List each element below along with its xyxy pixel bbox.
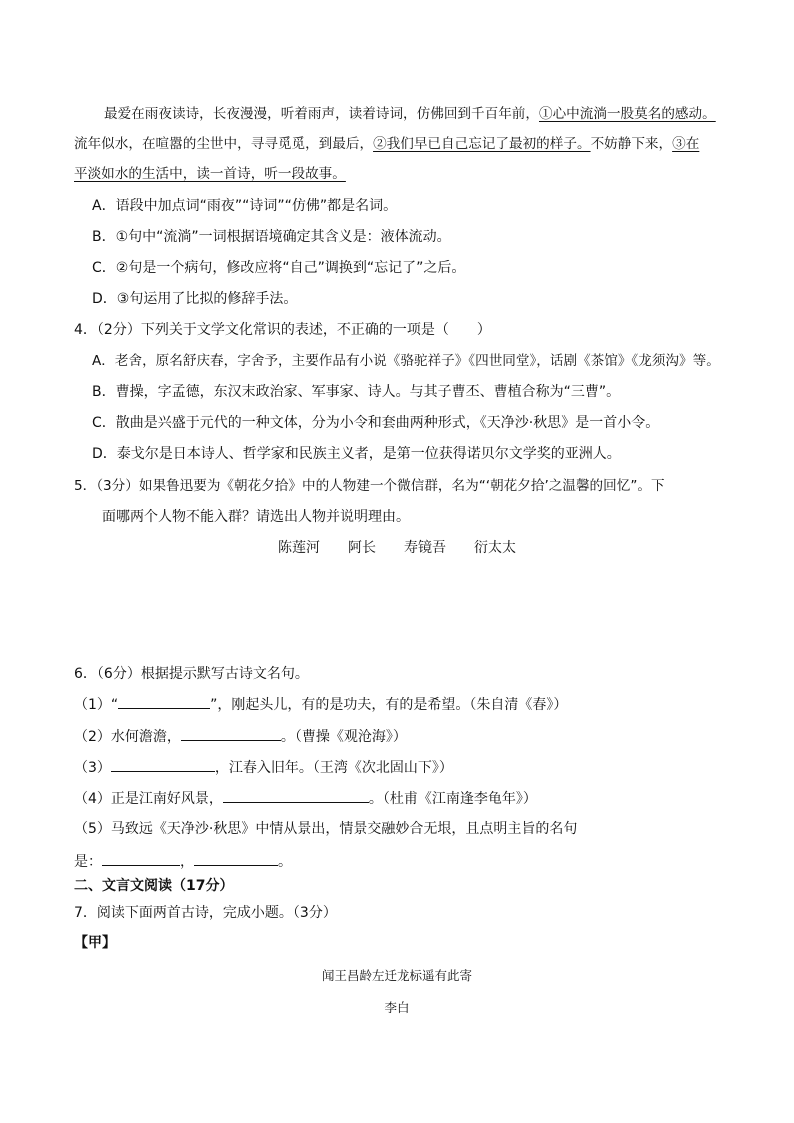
answer-blank[interactable] — [223, 788, 369, 803]
q7-stem: 7．阅读下面两首古诗，完成小题。（3分） — [74, 905, 337, 921]
q4-option-b: B．曹操，字孟德，东汉末政治家、军事家、诗人。与其子曹丕、曹植合称为“三曹”。 — [92, 384, 621, 400]
q6-item-5-line-1: （5）马致远《天净沙·秋思》中情从景出，情景交融妙合无垠，且点明主旨的名句 — [74, 821, 578, 837]
q5-stem-line-2: 面哪两个人物不能入群？请选出人物并说明理由。 — [102, 509, 410, 525]
passage-text: 最爱在雨夜读诗，长夜漫漫，听着雨声，读着诗词，仿佛回到千百年前， — [104, 106, 539, 122]
q5-name: 衍太太 — [474, 540, 516, 556]
q6-item-3 — [74, 757, 453, 778]
q6-item-text: （1）“ — [74, 697, 119, 713]
q6-item-4 — [74, 788, 537, 809]
q5-name: 陈莲河 — [278, 540, 320, 556]
passage-text: 流年似水，在喧嚣的尘世中，寻寻觅觅，到最后， — [74, 136, 374, 152]
q6-item-text: ”，刚起头儿，有的是功夫，有的是希望。（朱自清《春》） — [210, 697, 568, 713]
q6-item-text: 。（杜甫《江南逢李龟年》） — [368, 791, 537, 807]
answer-blank[interactable] — [181, 726, 281, 741]
poem-author: 李白 — [384, 1000, 410, 1015]
q4-stem: 4．（2分）下列关于文学文化常识的表述，不正确的一项是（ ） — [74, 322, 491, 338]
q5-names — [278, 538, 516, 558]
passage-text: 不妨静下来， — [590, 136, 673, 152]
q6-item-1 — [74, 694, 567, 715]
poem-label: 【甲】 — [74, 935, 116, 951]
q4-option-d: D．泰戈尔是日本诗人、哲学家和民族主义者，是第一位获得诺贝尔文学奖的亚洲人。 — [92, 446, 621, 462]
q5-name: 寿镜吾 — [404, 540, 446, 556]
passage-sentence-3: ③在 — [672, 136, 700, 152]
q6-item-2 — [74, 726, 407, 747]
q3-option-c: C．②句是一个病句，修改应将“自己”调换到“忘记了”之后。 — [92, 260, 466, 276]
passage-line-2 — [74, 134, 699, 154]
q6-item-text: 。（曹操《观沧海》） — [280, 729, 407, 745]
q6-item-text: （2）水何澹澹， — [74, 729, 181, 745]
q4-option-c: C．散曲是兴盛于元代的一种文体，分为小令和套曲两种形式，《天净沙·秋思》是一首小令。 — [92, 415, 660, 431]
q6-item-text: 。 — [278, 854, 292, 870]
q3-option-a: A．语段中加点词“雨夜”“诗词”“仿佛”都是名词。 — [92, 198, 398, 214]
q6-item-text: （4）正是江南好风景， — [74, 791, 223, 807]
passage-sentence-2: ②我们早已自己忘记了最初的样子。 — [373, 136, 591, 152]
passage-line-1 — [104, 104, 716, 124]
passage-sentence-1: ①心中流淌一股莫名的感动。 — [539, 106, 716, 122]
q6-stem: 6．（6分）根据提示默写古诗文名句。 — [74, 666, 309, 682]
q6-item-text: ，江春入旧年。（王湾《次北固山下》） — [214, 760, 453, 776]
q3-option-b: B．①句中“流淌”一词根据语境确定其含义是：液体流动。 — [92, 229, 451, 245]
q5-stem-line-1: 5．（3分）如果鲁迅要为《朝花夕拾》中的人物建一个微信群，名为“‘朝花夕拾’之温馨的回忆”。下 — [74, 478, 665, 494]
q6-item-5-line-2 — [74, 851, 292, 872]
poem-title: 闻王昌龄左迁龙标遥有此寄 — [321, 968, 472, 983]
q6-item-text: 是： — [74, 854, 102, 870]
answer-blank[interactable] — [102, 851, 180, 866]
passage-sentence-3-cont: 平淡如水的生活中，读一首诗，听一段故事。 — [74, 166, 346, 182]
answer-blank[interactable] — [111, 757, 215, 772]
q5-name: 阿长 — [348, 540, 376, 556]
q4-option-a: A．老舍，原名舒庆春，字舍予，主要作品有小说《骆驼祥子》《四世同堂》，话剧《茶馆》《龙须沟》等。 — [92, 353, 720, 369]
q6-item-text: ， — [180, 854, 194, 870]
passage-line-3 — [74, 164, 346, 184]
section-heading: 二、文言文阅读（17分） — [74, 878, 234, 894]
answer-blank[interactable] — [118, 694, 210, 709]
answer-blank[interactable] — [194, 851, 278, 866]
q3-option-d: D．③句运用了比拟的修辞手法。 — [92, 291, 298, 307]
q6-item-text: （3） — [74, 760, 111, 776]
